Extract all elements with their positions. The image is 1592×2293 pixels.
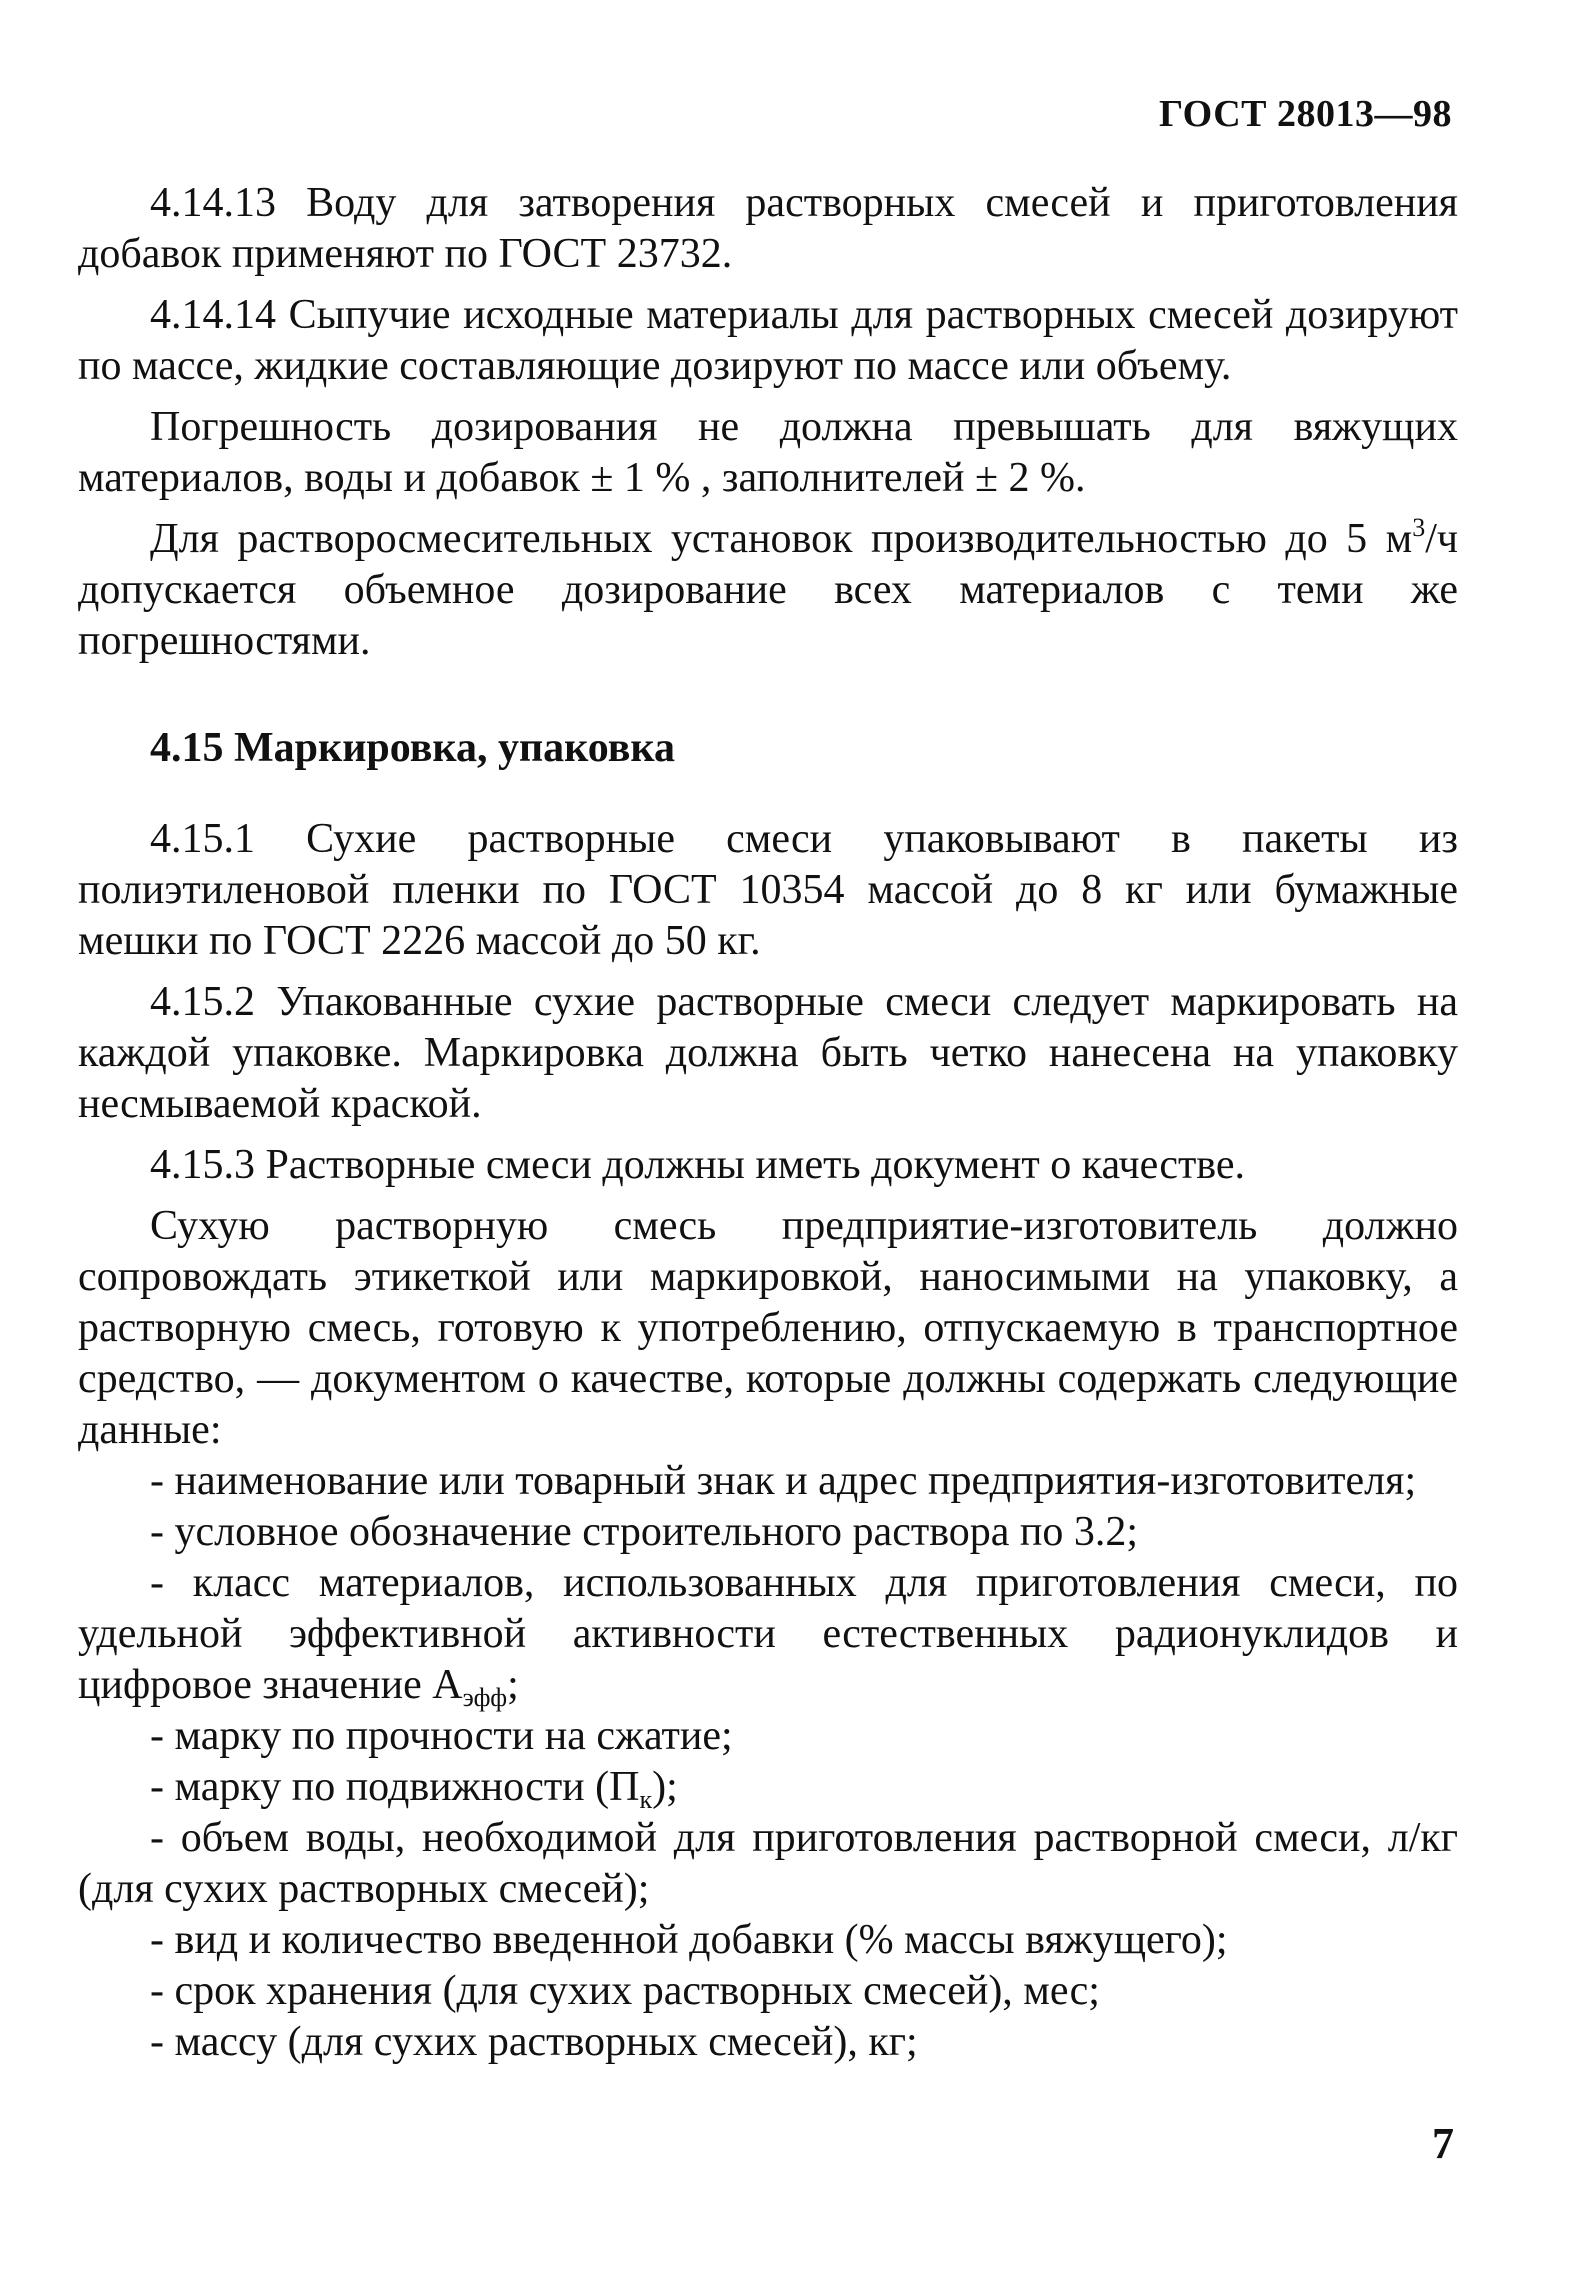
list-item-material-class-text-2: ; <box>507 1662 519 1708</box>
paragraph-volumetric-dosing-text-1: Для растворосмесительных установок производительностью до 5 м <box>150 516 1413 562</box>
paragraph-4-14-13: 4.14.13 Воду для затворения растворных смесей и приготовления добавок применяют по ГОСТ 23732. <box>78 180 1458 277</box>
list-item-mobility-grade-text-2: ); <box>652 1764 678 1810</box>
list-item-mobility-grade <box>78 1762 1458 1813</box>
paragraph-labeling-requirements: Сухую растворную смесь предприятие-изготовитель должно сопровождать этикеткой или маркировкой, наносимыми на упаковку, а растворную смесь, готовую к употреблению, отпускаемую в транспортное средство, — документом о качестве, которые должны содержать следующие данные: <box>78 1203 1458 1453</box>
paragraph-volumetric-dosing <box>78 514 1458 667</box>
list-item-water-volume: - объем воды, необходимой для приготовления растворной смеси, л/кг (для сухих растворных смесей); <box>78 1815 1458 1912</box>
pk-subscript: к <box>639 1785 653 1814</box>
paragraph-dosing-tolerance: Погрешность дозирования не должна превышать для вяжущих материалов, воды и добавок ± 1 % , заполнителей ± 2 %. <box>78 404 1458 501</box>
cubic-superscript: 3 <box>1412 513 1426 542</box>
section-heading-4-15: 4.15 Маркировка, упаковка <box>150 725 675 771</box>
paragraph-volumetric-dosing-text-2: /ч допускается объемное дозирование всех материалов с теми же погрешностями. <box>78 516 1458 664</box>
aeff-subscript: эфф <box>462 1683 508 1712</box>
list-item-strength-grade: - марку по прочности на сжатие; <box>150 1713 733 1759</box>
list-item-material-class <box>78 1558 1458 1711</box>
list-item-material-class-text-1: - класс материалов, использованных для приготовления смеси, по удельной эффективной активности естественных радионуклидов и цифровое значение А <box>78 1560 1458 1708</box>
list-item-manufacturer: - наименование или товарный знак и адрес предприятия-изготовителя; <box>150 1458 1417 1504</box>
list-item-shelf-life: - срок хранения (для сухих растворных смесей), мес; <box>150 1968 1100 2014</box>
paragraph-4-15-3: 4.15.3 Растворные смеси должны иметь документ о качестве. <box>150 1142 1246 1188</box>
document-code-header: ГОСТ 28013—98 <box>1158 93 1452 135</box>
paragraph-4-15-2: 4.15.2 Упакованные сухие растворные смеси следует маркировать на каждой упаковке. Маркировка должна быть четко нанесена на упаковку несмываемой краской. <box>78 979 1458 1127</box>
page-number: 7 <box>1432 2119 1454 2168</box>
list-item-mass: - массу (для сухих растворных смесей), кг; <box>150 2019 918 2065</box>
list-item-additive: - вид и количество введенной добавки (% массы вяжущего); <box>150 1917 1228 1963</box>
list-item-designation: - условное обозначение строительного раствора по 3.2; <box>150 1509 1139 1555</box>
document-body <box>78 178 1458 2068</box>
paragraph-4-14-14: 4.14.14 Сыпучие исходные материалы для растворных смесей дозируют по массе, жидкие составляющие дозируют по массе или объему. <box>78 292 1458 389</box>
paragraph-4-15-1: 4.15.1 Сухие растворные смеси упаковывают в пакеты из полиэтиленовой пленки по ГОСТ 10354 массой до 8 кг или бумажные мешки по ГОСТ 2226 массой до 50 кг. <box>78 816 1458 964</box>
list-item-mobility-grade-text-1: - марку по подвижности (П <box>150 1764 640 1810</box>
